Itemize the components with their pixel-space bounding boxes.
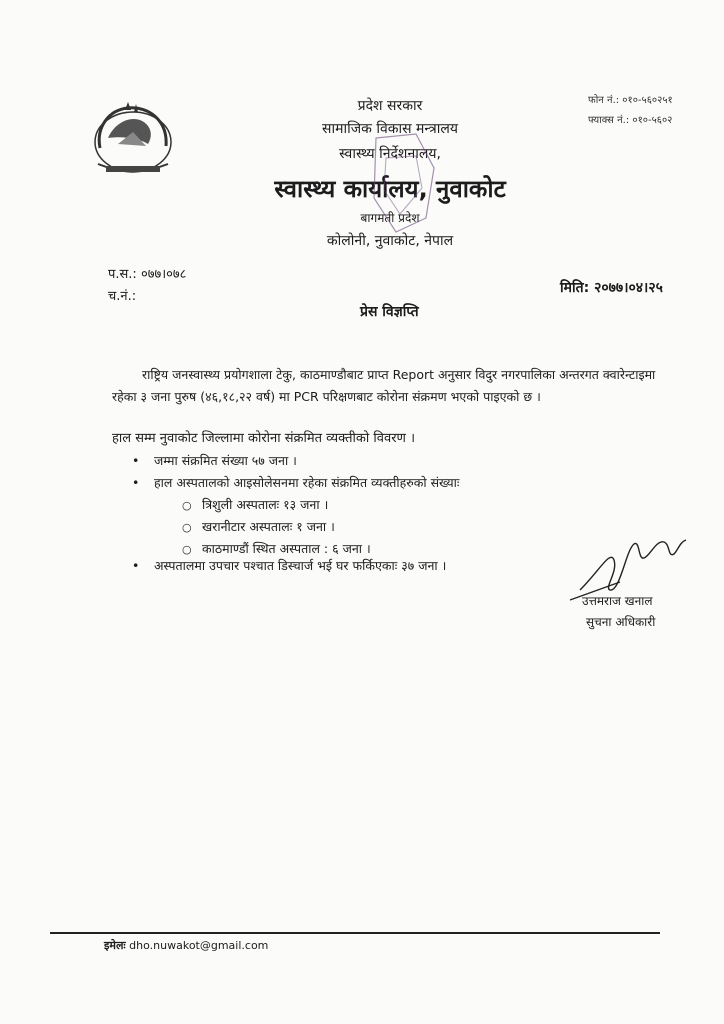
list-item-text: जम्मा संक्रमित संख्या ५७ जना ।: [154, 453, 297, 468]
signatory-name: उत्तमराज खनाल: [582, 594, 653, 608]
letter-ps-number: प.स.: ०७७।०७८: [108, 267, 187, 282]
fax-number: फ्याक्स नं.: ०१०-५६०२: [588, 115, 673, 126]
list-item-isolation: [132, 474, 459, 491]
list-item-text: अस्पतालमा उपचार पश्चात डिस्चार्ज भई घर फर्किएकाः ३७ जना ।: [154, 558, 447, 573]
press-release-heading: प्रेस विज्ञप्ति: [360, 304, 419, 320]
nepal-government-emblem: [88, 98, 178, 180]
email-label: इमेलः: [104, 939, 126, 952]
sub-list-item-text: खरानीटार अस्पतालः १ जना ।: [202, 519, 335, 534]
list-item-discharged: [132, 557, 446, 574]
letter-date: मिति: २०७७।०४।२५: [560, 280, 663, 296]
footer-email: [104, 938, 268, 953]
hollow-bullet-icon: ○: [182, 521, 192, 534]
summary-line: हाल सम्म नुवाकोट जिल्लामा कोरोना संक्रमित व्यक्तीको विवरण ।: [112, 431, 415, 446]
letterhead-office-name: स्वास्थ्य कार्यालय, नुवाकोट: [274, 175, 506, 203]
letterhead-province: बागमती प्रदेश: [360, 211, 420, 225]
body-paragraph: राष्ट्रिय जनस्वास्थ्य प्रयोगशाला टेकु, काठमाण्डौबाट प्राप्त Report अनुसार विदुर नगरपालिका अन्तरगत क्वारेन्टाइमा रहेका ३ जना पुरुष (४६,१८,२२ वर्ष) मा PCR परिक्षणबाट कोरोना संक्रमण भएको पाइएको छ ।: [112, 367, 656, 404]
hollow-bullet-icon: ○: [182, 499, 192, 512]
letterhead-ministry: सामाजिक विकास मन्त्रालय: [322, 121, 458, 137]
sub-list-item-text: काठमाण्डौं स्थित अस्पताल : ६ जना ।: [202, 541, 371, 556]
letterhead-directorate: स्वास्थ्य निर्देशनालय,: [339, 146, 441, 162]
bullet-icon: •: [132, 558, 140, 573]
footer-divider: [50, 932, 660, 934]
list-item-total: [132, 452, 297, 469]
office-stamp: [356, 128, 456, 238]
letter-cn-number: च.नं.:: [108, 289, 137, 304]
sub-list-item-kathmandu: [182, 540, 371, 557]
sub-list-item-kharanitar: [182, 518, 335, 535]
letterhead-address: कोलोनी, नुवाकोट, नेपाल: [326, 233, 454, 249]
signatory-title: सुचना अधिकारी: [586, 615, 656, 629]
bullet-icon: •: [132, 453, 140, 468]
bullet-icon: •: [132, 475, 140, 490]
hollow-bullet-icon: ○: [182, 543, 192, 556]
sub-list-item-trishuli: [182, 496, 328, 513]
email-address[interactable]: dho.nuwakot@gmail.com: [129, 939, 269, 952]
phone-number: फोन नं.: ०१०-५६०२५१: [588, 95, 673, 106]
letterhead-province-government: प्रदेश सरकार: [357, 98, 423, 114]
list-item-text: हाल अस्पतालको आइसोलेसनमा रहेका संक्रमित व्यक्तीहरुको संख्याः: [154, 475, 460, 490]
sub-list-item-text: त्रिशुली अस्पतालः १३ जना ।: [202, 497, 329, 512]
